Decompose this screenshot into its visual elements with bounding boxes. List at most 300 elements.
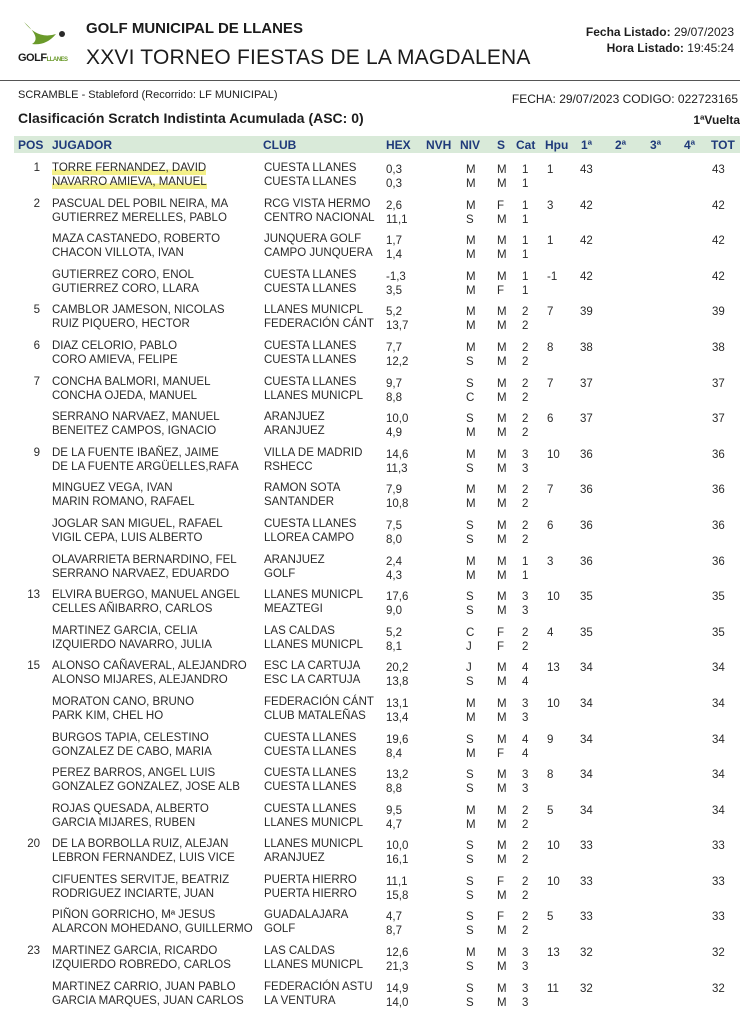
player-2: IZQUIERDO NAVARRO, JULIA [52,638,212,651]
event-title: XXVI TORNEO FIESTAS DE LA MAGDALENA [86,46,531,69]
player-1: SERRANO NARVAEZ, MANUEL [52,411,220,424]
niv-1: S [466,769,474,782]
niv-1: S [466,911,474,924]
fecha-codigo: FECHA: 29/07/2023 CODIGO: 022723165 [511,92,738,106]
sex-1: M [497,341,507,354]
club-2: FEDERACIÓN CÁNT [264,318,374,331]
table-row [0,267,740,303]
player-2: GARCIA MARQUES, JUAN CARLOS [52,994,244,1007]
niv-2: M [466,178,476,190]
niv-2: S [466,996,474,1009]
round-1-score: 33 [580,840,593,853]
club-1: LLANES MUNICPL [264,304,364,317]
col-cat: Cat [516,138,536,152]
niv-2: M [466,320,476,333]
table-row [0,480,740,516]
cat-1: 2 [522,484,529,497]
table-header [14,136,740,153]
round-1-score: 36 [580,555,593,568]
niv-1: S [466,591,474,604]
player-1: MARTINEZ CARRIO, JUAN PABLO [52,980,236,993]
club-2: ESC LA CARTUJA [264,674,361,687]
cat-1: 2 [522,306,529,319]
sex-2: M [497,569,507,582]
hpu-value: 8 [547,341,554,354]
club-2: CUESTA LLANES [264,282,357,295]
player-1: DE LA FUENTE IBAÑEZ, JAIME [52,446,219,459]
round-1-score: 42 [580,235,593,248]
total-score: 34 [712,697,725,710]
table-row [0,338,740,374]
niv-1: M [466,270,476,283]
total-score: 36 [712,555,725,568]
niv-2: S [466,961,474,974]
niv-1: M [466,164,476,176]
cat-2: 3 [522,605,529,618]
sex-1: F [497,911,505,924]
cat-1: 2 [522,626,529,639]
sex-1: F [497,199,505,212]
cat-1: 1 [522,199,529,212]
total-score: 32 [712,947,725,960]
round-1-score: 33 [580,911,593,924]
club-1: FEDERACIÓN CÁNT [264,695,374,708]
player-2: RUIZ PIQUERO, HECTOR [52,318,190,331]
results-table [0,160,740,1014]
hex-2: 15,8 [386,889,409,902]
round-1-score: 32 [580,982,593,995]
niv-2: M [466,498,476,511]
player-1: MARTINEZ GARCIA, RICARDO [52,945,218,958]
cat-2: 3 [522,462,529,475]
club-2: LLANES MUNICPL [264,389,364,402]
sex-1: M [497,804,507,817]
hora-listado-label: Hora Listado: [606,41,684,55]
player-1: MARTINEZ GARCIA, CELIA [52,624,198,637]
table-row [0,231,740,267]
club-1: JUNQUERA GOLF [264,233,362,246]
pos-value: 15 [27,660,40,673]
round-1-score: 37 [580,413,593,426]
player-2: PARK KIM, CHEL HO [52,709,164,722]
player-2: SERRANO NARVAEZ, EDUARDO [52,567,230,580]
round-1-score: 43 [580,164,593,176]
club-1: PUERTA HIERRO [264,873,357,886]
niv-2: S [466,462,474,475]
cat-1: 2 [522,875,529,888]
cat-1: 2 [522,911,529,924]
cat-2: 1 [522,178,529,190]
hex-1: 13,1 [386,697,409,710]
niv-2: C [466,391,475,404]
club-2: CUESTA LLANES [264,353,357,366]
niv-2: M [466,711,476,724]
club-1: CUESTA LLANES [264,517,357,530]
hex-2: 13,7 [386,320,409,333]
club-2: CAMPO JUNQUERA [264,247,373,260]
cat-1: 2 [522,413,529,426]
sex-1: F [497,875,505,888]
fecha-listado-value: 29/07/2023 [673,25,734,39]
total-score: 37 [712,413,725,426]
club-2: SANTANDER [264,496,335,509]
col-club: CLUB [263,138,297,152]
niv-2: M [466,569,476,582]
sex-1: M [497,306,507,319]
round-1-score: 37 [580,377,593,390]
col-s: S [497,138,506,152]
cat-2: 1 [522,569,529,582]
table-row [0,516,740,552]
header-divider [0,80,740,81]
cat-2: 3 [522,961,529,974]
col-r2: 2ª [615,138,627,152]
golf-logo [16,14,78,76]
total-score: 34 [712,733,725,746]
hex-1: 9,7 [386,377,402,390]
club-2: CENTRO NACIONAL [264,211,375,224]
player-1: PASCUAL DEL POBIL NEIRA, MA [52,197,229,210]
hex-1: 10,0 [386,840,409,853]
sex-2: M [497,391,507,404]
player-1: JOGLAR SAN MIGUEL, RAFAEL [52,517,223,530]
hex-2: 0,3 [386,178,402,190]
sex-2: M [497,427,507,440]
col-r3: 3ª [650,138,662,152]
hex-2: 4,3 [386,569,402,582]
club-2: MEAZTEGI [264,603,323,616]
hpu-value: -1 [547,270,558,283]
niv-1: M [466,199,476,212]
niv-2: M [466,747,476,760]
sex-1: M [497,840,507,853]
cat-1: 1 [522,164,529,176]
round-1-score: 36 [580,519,593,532]
cat-2: 2 [522,818,529,831]
round-1-score: 39 [580,306,593,319]
hex-1: 2,4 [386,555,402,568]
fecha-listado-label: Fecha Listado: [585,25,671,39]
cat-2: 2 [522,320,529,333]
hex-2: 4,7 [386,818,402,831]
col-niv: NIV [460,138,481,152]
niv-1: S [466,377,474,390]
sex-1: M [497,982,507,995]
logo-text: GOLFLLANES [18,52,68,64]
hex-1: 7,5 [386,519,402,532]
hex-2: 9,0 [386,605,402,618]
total-score: 43 [712,164,725,176]
player-2: IZQUIERDO ROBREDO, CARLOS [52,959,231,972]
hora-listado-value: 19:45:24 [687,41,734,55]
sex-2: M [497,925,507,938]
hpu-value: 10 [547,448,560,461]
sex-2: M [497,961,507,974]
table-row [0,801,740,837]
club-1: LLANES MUNICPL [264,838,364,851]
round-1-score: 34 [580,733,593,746]
cat-1: 4 [522,662,529,675]
table-row [0,765,740,801]
niv-1: S [466,413,474,426]
club-2: ARANJUEZ [264,852,325,865]
cat-2: 2 [522,355,529,368]
sex-2: M [497,605,507,618]
hex-1: 14,9 [386,982,409,995]
club-1: CUESTA LLANES [264,339,357,352]
hex-2: 8,8 [386,391,402,404]
table-row [0,872,740,908]
table-row [0,730,740,766]
hex-2: 16,1 [386,854,409,867]
round-1-score: 42 [580,270,593,283]
hex-2: 12,2 [386,355,409,368]
cat-1: 1 [522,270,529,283]
niv-2: M [466,284,476,297]
hpu-value: 9 [547,733,554,746]
hpu-value: 1 [547,164,554,176]
hex-2: 4,9 [386,427,402,440]
hpu-value: 5 [547,911,554,924]
cat-1: 3 [522,697,529,710]
sex-2: F [497,284,505,297]
club-2: CUESTA LLANES [264,745,357,758]
niv-1: S [466,875,474,888]
niv-1: M [466,235,476,248]
sex-2: M [497,462,507,475]
cat-1: 3 [522,769,529,782]
round-1-score: 36 [580,448,593,461]
cat-2: 3 [522,996,529,1009]
club-1: RCG VISTA HERMO [264,197,371,210]
col-hpu: Hpu [545,138,569,152]
cat-1: 3 [522,448,529,461]
pos-value: 13 [27,589,40,602]
player-2: GARCIA MIJARES, RUBEN [52,816,196,829]
player-2: CELLES AÑIBARRO, CARLOS [52,603,213,616]
table-row [0,445,740,481]
total-score: 33 [712,840,725,853]
player-1: DE LA BORBOLLA RUIZ, ALEJAN [52,838,229,851]
table-row [0,587,740,623]
pos-value: 23 [27,945,40,958]
player-2: NAVARRO AMIEVA, MANUEL [52,176,207,188]
hpu-value: 6 [547,413,554,426]
player-1: ELVIRA BUERGO, MANUEL ANGEL [52,589,240,602]
col-r4: 4ª [684,138,696,152]
niv-1: J [466,662,472,675]
total-score: 42 [712,199,725,212]
hpu-value: 7 [547,306,554,319]
table-row [0,979,740,1015]
sex-2: M [497,498,507,511]
club-1: LAS CALDAS [264,624,335,637]
hex-1: 14,6 [386,448,409,461]
club-2: ARANJUEZ [264,425,325,438]
table-row [0,623,740,659]
hex-1: 5,2 [386,626,402,639]
col-hex: HEX [386,138,411,152]
club-2: LLANES MUNICPL [264,638,364,651]
table-row [0,409,740,445]
niv-2: J [466,640,472,653]
total-score: 34 [712,769,725,782]
cat-1: 2 [522,840,529,853]
club-1: CUESTA LLANES [264,731,357,744]
club-1: ESC LA CARTUJA [264,660,361,673]
round-1-score: 34 [580,697,593,710]
niv-1: C [466,626,475,639]
sex-1: M [497,769,507,782]
hpu-value: 8 [547,769,554,782]
total-score: 39 [712,306,725,319]
sex-2: M [497,355,507,368]
round-1-score: 38 [580,341,593,354]
total-score: 35 [712,626,725,639]
round-1-score: 34 [580,804,593,817]
niv-2: S [466,889,474,902]
hex-1: 7,7 [386,341,402,354]
pos-value: 2 [33,197,40,210]
club-1: ARANJUEZ [264,553,325,566]
club-1: FEDERACIÓN ASTU [264,980,373,993]
col-nvh: NVH [426,138,452,152]
hex-2: 1,4 [386,249,402,262]
hpu-value: 3 [547,199,554,212]
sex-1: F [497,626,505,639]
org-name: GOLF MUNICIPAL DE LLANES [86,20,303,37]
sex-2: F [497,747,505,760]
player-1: MORATON CANO, BRUNO [52,695,195,708]
club-2: LLANES MUNICPL [264,816,364,829]
club-1: GUADALAJARA [264,909,349,922]
niv-1: M [466,555,476,568]
hex-2: 13,4 [386,711,409,724]
round-1-score: 34 [580,769,593,782]
sex-1: M [497,164,507,176]
cat-2: 2 [522,427,529,440]
sex-1: M [497,555,507,568]
player-2: GONZALEZ GONZALEZ, JOSE ALB [52,781,240,794]
hpu-value: 11 [547,982,559,995]
hpu-value: 10 [547,591,560,604]
cat-2: 2 [522,533,529,546]
niv-2: S [466,854,474,867]
cat-2: 1 [522,213,529,226]
club-2: RSHECC [264,460,313,473]
table-row [0,943,740,979]
hpu-value: 7 [547,484,554,497]
sex-1: M [497,484,507,497]
cat-2: 1 [522,249,529,262]
sex-2: M [497,533,507,546]
total-score: 35 [712,591,725,604]
cat-2: 2 [522,391,529,404]
hex-2: 3,5 [386,284,402,297]
logo-swoosh-icon [24,22,56,44]
niv-2: S [466,605,474,618]
sex-2: M [497,711,507,724]
pos-value: 1 [33,162,40,174]
table-row [0,836,740,872]
club-2: CUESTA LLANES [264,781,357,794]
hex-2: 11,1 [386,213,408,226]
niv-2: S [466,783,474,796]
niv-1: M [466,448,476,461]
hex-2: 14,0 [386,996,409,1009]
cat-2: 2 [522,889,529,902]
player-2: GUTIERREZ MERELLES, PABLO [52,211,227,224]
sex-1: M [497,377,507,390]
classification-title: Clasificación Scratch Indistinta Acumulada (ASC: 0) [18,110,364,126]
round-1-score: 36 [580,484,593,497]
pos-value: 5 [33,304,40,317]
club-1: LAS CALDAS [264,945,335,958]
hex-2: 8,8 [386,783,402,796]
logo-ball-icon [59,31,65,37]
sex-1: M [497,413,507,426]
hpu-value: 1 [547,235,554,248]
cat-2: 3 [522,783,529,796]
hpu-value: 13 [547,662,560,675]
sex-2: M [497,676,507,689]
hex-1: 12,6 [386,947,409,960]
sex-2: M [497,178,507,190]
pos-value: 6 [33,339,40,352]
player-1: CAMBLOR JAMESON, NICOLAS [52,304,225,317]
sex-1: M [497,270,507,283]
pos-value: 7 [33,375,40,388]
player-2: RODRIGUEZ INCIARTE, JUAN [52,887,215,900]
club-2: PUERTA HIERRO [264,887,357,900]
sex-1: M [497,662,507,675]
cat-1: 3 [522,982,529,995]
total-score: 42 [712,235,725,248]
round-1-score: 35 [580,591,593,604]
hpu-value: 4 [547,626,554,639]
player-2: ALONSO MIJARES, ALEJANDRO [52,674,228,687]
hex-1: 20,2 [386,662,409,675]
hex-2: 11,3 [386,462,408,475]
player-1: OLAVARRIETA BERNARDINO, FEL [52,553,237,566]
sex-2: M [497,213,507,226]
hpu-value: 10 [547,840,560,853]
cat-1: 2 [522,519,529,532]
sex-2: M [497,783,507,796]
sex-2: M [497,818,507,831]
total-score: 42 [712,270,725,283]
player-1: ALONSO CAÑAVERAL, ALEJANDRO [52,660,247,673]
player-2: DE LA FUENTE ARGÜELLES,RAFA [52,460,239,473]
niv-1: S [466,519,474,532]
sex-1: M [497,448,507,461]
hex-1: 17,6 [386,591,409,604]
club-2: LLOREA CAMPO [264,531,355,544]
hex-2: 10,8 [386,498,409,511]
table-row [0,907,740,943]
cat-2: 2 [522,640,529,653]
hpu-value: 5 [547,804,554,817]
cat-1: 4 [522,733,529,746]
cat-2: 2 [522,854,529,867]
sex-2: M [497,249,507,262]
player-1: GUTIERREZ CORO, ENOL [52,268,194,281]
hex-1: 13,2 [386,769,409,782]
sex-2: M [497,889,507,902]
player-2: GONZALEZ DE CABO, MARIA [52,745,212,758]
cat-1: 3 [522,947,529,960]
pos-value: 20 [27,838,40,851]
